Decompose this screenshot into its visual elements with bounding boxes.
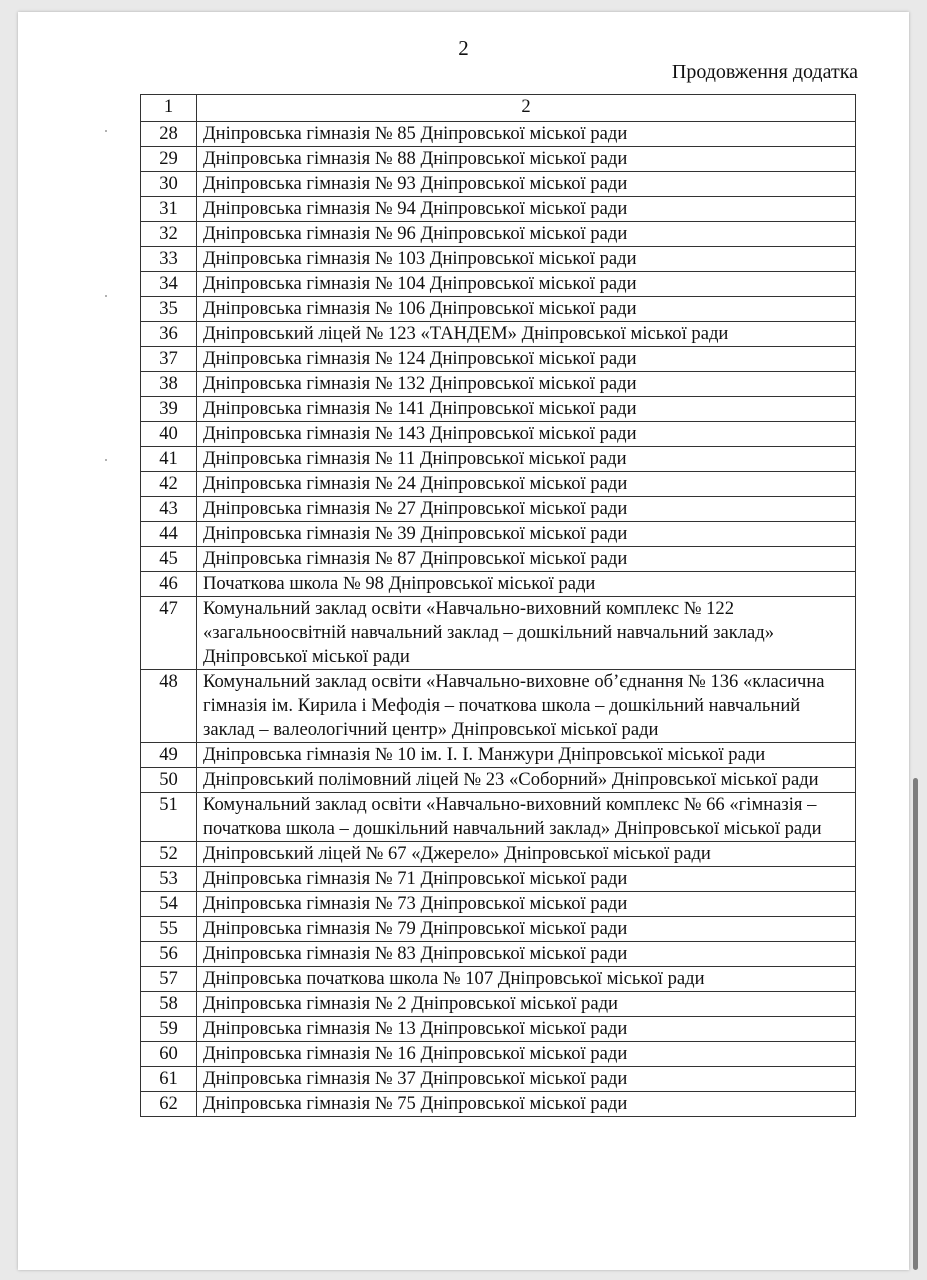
institution-name: Дніпровська гімназія № 75 Дніпровської міської ради: [197, 1092, 856, 1117]
table-row: [141, 172, 856, 197]
institution-name: Дніпровська гімназія № 27 Дніпровської міської ради: [197, 497, 856, 522]
row-number: 51: [141, 793, 197, 842]
institution-name: Дніпровська гімназія № 88 Дніпровської міської ради: [197, 147, 856, 172]
row-number: 30: [141, 172, 197, 197]
row-number: 52: [141, 842, 197, 867]
institution-name: Дніпровська гімназія № 124 Дніпровської міської ради: [197, 347, 856, 372]
institution-name: Дніпровський ліцей № 123 «ТАНДЕМ» Дніпровської міської ради: [197, 322, 856, 347]
institution-name: Дніпровська початкова школа № 107 Дніпровської міської ради: [197, 967, 856, 992]
table-row: [141, 917, 856, 942]
row-number: 53: [141, 867, 197, 892]
table-row: [141, 197, 856, 222]
table-row: [141, 372, 856, 397]
institution-name: Дніпровський полімовний ліцей № 23 «Соборний» Дніпровської міської ради: [197, 768, 856, 793]
row-number: 39: [141, 397, 197, 422]
scan-speck: [105, 459, 107, 461]
institution-name: Комунальний заклад освіти «Навчально-виховне об’єднання № 136 «класична гімназія ім. Кирила і Мефодія – початкова школа – дошкільний навчальний заклад – валеологічний центр» Дніпровської міської ради: [197, 670, 856, 743]
institution-name: Комунальний заклад освіти «Навчально-виховний комплекс № 122 «загальноосвітній навчальний заклад – дошкільний навчальний заклад» Дніпровської міської ради: [197, 597, 856, 670]
row-number: 37: [141, 347, 197, 372]
table-row: [141, 1042, 856, 1067]
row-number: 33: [141, 247, 197, 272]
institution-name: Початкова школа № 98 Дніпровської міської ради: [197, 572, 856, 597]
table-row: [141, 272, 856, 297]
row-number: 40: [141, 422, 197, 447]
institution-name: Дніпровська гімназія № 104 Дніпровської міської ради: [197, 272, 856, 297]
table-row: [141, 670, 856, 743]
row-number: 44: [141, 522, 197, 547]
row-number: 55: [141, 917, 197, 942]
table-row: [141, 992, 856, 1017]
table-row: [141, 597, 856, 670]
row-number: 61: [141, 1067, 197, 1092]
institution-name: Дніпровська гімназія № 2 Дніпровської міської ради: [197, 992, 856, 1017]
table-row: [141, 497, 856, 522]
institution-name: Дніпровська гімназія № 93 Дніпровської міської ради: [197, 172, 856, 197]
institution-name: Дніпровська гімназія № 13 Дніпровської міської ради: [197, 1017, 856, 1042]
table-row: [141, 397, 856, 422]
table-row: [141, 297, 856, 322]
table-row: [141, 842, 856, 867]
table-header-row: [141, 95, 856, 122]
row-number: 56: [141, 942, 197, 967]
row-number: 42: [141, 472, 197, 497]
institution-name: Дніпровська гімназія № 37 Дніпровської міської ради: [197, 1067, 856, 1092]
row-number: 48: [141, 670, 197, 743]
institution-name: Комунальний заклад освіти «Навчально-виховний комплекс № 66 «гімназія – початкова школа – дошкільний навчальний заклад» Дніпровської міської ради: [197, 793, 856, 842]
vertical-scrollbar[interactable]: [913, 778, 918, 1270]
institution-name: Дніпровська гімназія № 141 Дніпровської міської ради: [197, 397, 856, 422]
institution-name: Дніпровська гімназія № 39 Дніпровської міської ради: [197, 522, 856, 547]
table-row: [141, 122, 856, 147]
institution-name: Дніпровська гімназія № 106 Дніпровської міської ради: [197, 297, 856, 322]
row-number: 58: [141, 992, 197, 1017]
institution-name: Дніпровська гімназія № 132 Дніпровської міської ради: [197, 372, 856, 397]
institution-name: Дніпровська гімназія № 85 Дніпровської міської ради: [197, 122, 856, 147]
page-number: 2: [458, 36, 469, 60]
institution-name: Дніпровська гімназія № 11 Дніпровської міської ради: [197, 447, 856, 472]
row-number: 31: [141, 197, 197, 222]
table-row: [141, 1067, 856, 1092]
table-row: [141, 967, 856, 992]
institution-name: Дніпровська гімназія № 143 Дніпровської міської ради: [197, 422, 856, 447]
institution-name: Дніпровська гімназія № 103 Дніпровської міської ради: [197, 247, 856, 272]
table-row: [141, 222, 856, 247]
table-row: [141, 472, 856, 497]
row-number: 62: [141, 1092, 197, 1117]
row-number: 36: [141, 322, 197, 347]
schools-table: [140, 94, 856, 1117]
table-row: [141, 422, 856, 447]
row-number: 49: [141, 743, 197, 768]
institution-name: Дніпровська гімназія № 71 Дніпровської міської ради: [197, 867, 856, 892]
institution-name: Дніпровський ліцей № 67 «Джерело» Дніпровської міської ради: [197, 842, 856, 867]
table-row: [141, 347, 856, 372]
institution-name: Дніпровська гімназія № 16 Дніпровської міської ради: [197, 1042, 856, 1067]
document-page: [18, 12, 909, 1270]
row-number: 47: [141, 597, 197, 670]
row-number: 28: [141, 122, 197, 147]
table-row: [141, 1092, 856, 1117]
institution-name: Дніпровська гімназія № 79 Дніпровської міської ради: [197, 917, 856, 942]
table-row: [141, 1017, 856, 1042]
table-row: [141, 447, 856, 472]
scan-speck: [105, 130, 107, 132]
table-row: [141, 572, 856, 597]
table-row: [141, 547, 856, 572]
row-number: 34: [141, 272, 197, 297]
table-row: [141, 867, 856, 892]
institution-name: Дніпровська гімназія № 24 Дніпровської міської ради: [197, 472, 856, 497]
row-number: 50: [141, 768, 197, 793]
table-row: [141, 322, 856, 347]
table-row: [141, 892, 856, 917]
table-row: [141, 768, 856, 793]
table-row: [141, 247, 856, 272]
table-row: [141, 147, 856, 172]
row-number: 29: [141, 147, 197, 172]
row-number: 43: [141, 497, 197, 522]
institution-name: Дніпровська гімназія № 87 Дніпровської міської ради: [197, 547, 856, 572]
row-number: 54: [141, 892, 197, 917]
institution-name: Дніпровська гімназія № 83 Дніпровської міської ради: [197, 942, 856, 967]
institution-name: Дніпровська гімназія № 96 Дніпровської міської ради: [197, 222, 856, 247]
column-header-2: 2: [197, 95, 856, 122]
row-number: 38: [141, 372, 197, 397]
institution-name: Дніпровська гімназія № 73 Дніпровської міської ради: [197, 892, 856, 917]
table-row: [141, 793, 856, 842]
table-row: [141, 743, 856, 768]
row-number: 35: [141, 297, 197, 322]
column-header-1: 1: [141, 95, 197, 122]
row-number: 46: [141, 572, 197, 597]
continuation-heading: Продовження додатка: [671, 61, 858, 83]
row-number: 57: [141, 967, 197, 992]
row-number: 60: [141, 1042, 197, 1067]
institution-name: Дніпровська гімназія № 94 Дніпровської міської ради: [197, 197, 856, 222]
table-row: [141, 942, 856, 967]
scan-speck: [105, 295, 107, 297]
row-number: 41: [141, 447, 197, 472]
table-row: [141, 522, 856, 547]
institution-name: Дніпровська гімназія № 10 ім. І. І. Манжури Дніпровської міської ради: [197, 743, 856, 768]
row-number: 59: [141, 1017, 197, 1042]
row-number: 45: [141, 547, 197, 572]
row-number: 32: [141, 222, 197, 247]
